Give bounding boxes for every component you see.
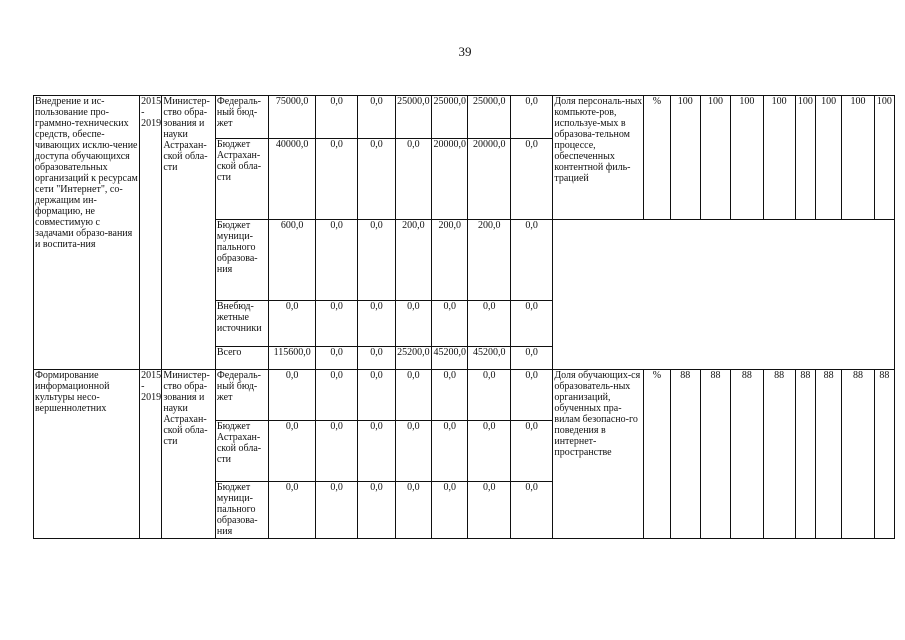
target-cell: 100 xyxy=(731,96,763,220)
value-cell: 40000,0 xyxy=(269,139,315,220)
value-cell: 0,0 xyxy=(269,482,315,539)
source-federal: Федераль-ный бюд-жет xyxy=(215,370,269,421)
value-cell: 0,0 xyxy=(269,301,315,347)
value-cell: 200,0 xyxy=(395,220,431,301)
value-cell: 0,0 xyxy=(358,421,395,482)
value-cell: 600,0 xyxy=(269,220,315,301)
value-cell: 0,0 xyxy=(432,482,468,539)
value-cell: 0,0 xyxy=(315,220,357,301)
target-cell: 88 xyxy=(731,370,763,539)
source-extrabudget: Внебюд-жетные источники xyxy=(215,301,269,347)
table-row xyxy=(34,96,895,139)
value-cell: 0,0 xyxy=(358,220,395,301)
value-cell: 0,0 xyxy=(358,96,395,139)
value-cell: 0,0 xyxy=(395,301,431,347)
value-cell: 25000,0 xyxy=(395,96,431,139)
value-cell: 0,0 xyxy=(269,370,315,421)
value-cell: 0,0 xyxy=(315,301,357,347)
value-cell: 0,0 xyxy=(315,139,357,220)
value-cell: 0,0 xyxy=(395,482,431,539)
years-cell xyxy=(140,370,162,539)
value-cell: 0,0 xyxy=(468,370,510,421)
value-cell: 0,0 xyxy=(358,482,395,539)
indicator-cell: Доля обучающих-ся образователь-ных организаций, обученных пра-вилам безопасно-го поведения в интернет-пространстве xyxy=(553,370,644,539)
value-cell: 0,0 xyxy=(315,421,357,482)
value-cell: 0,0 xyxy=(358,347,395,370)
value-cell: 0,0 xyxy=(510,220,552,301)
value-cell: 25000,0 xyxy=(468,96,510,139)
source-total: Всего xyxy=(215,347,269,370)
year-dash: - xyxy=(141,381,145,392)
source-regional: Бюджет Астрахан-ской обла-сти xyxy=(215,139,269,220)
value-cell: 45200,0 xyxy=(432,347,468,370)
value-cell: 0,0 xyxy=(510,482,552,539)
source-municipal: Бюджет муници-пального образова-ния xyxy=(215,482,269,539)
value-cell: 0,0 xyxy=(315,370,357,421)
value-cell: 0,0 xyxy=(358,370,395,421)
value-cell: 0,0 xyxy=(510,301,552,347)
value-cell: 0,0 xyxy=(510,96,552,139)
value-cell: 0,0 xyxy=(358,301,395,347)
target-cell: 88 xyxy=(763,370,795,539)
executor-cell: Министер-ство обра-зования и науки Астрахан-ской обла-сти xyxy=(162,96,216,370)
target-cell: 88 xyxy=(795,370,815,539)
value-cell: 25200,0 xyxy=(395,347,431,370)
target-cell: 100 xyxy=(874,96,894,220)
value-cell: 200,0 xyxy=(468,220,510,301)
measure-cell: Внедрение и ис-пользование про-граммно-технических средств, обеспе-чивающих исклю-чение доступа обучающихся образовательных организаций к ресурсам сети "Интернет", со-держащим ин-формацию, не совместимую с задачами образо-вания и воспита-ния xyxy=(34,96,140,370)
value-cell: 0,0 xyxy=(510,421,552,482)
value-cell: 0,0 xyxy=(468,301,510,347)
executor-cell: Министер-ство обра-зования и науки Астрахан-ской обла-сти xyxy=(162,370,216,539)
indicator-cell: Доля персональ-ных компьюте-ров, используе-мых в образова-тельном процессе, обеспеченных контентной филь-трацией xyxy=(553,96,644,220)
unit-cell: % xyxy=(644,370,670,539)
target-cell: 100 xyxy=(700,96,730,220)
source-federal: Федераль-ный бюд-жет xyxy=(215,96,269,139)
value-cell: 0,0 xyxy=(468,482,510,539)
value-cell: 0,0 xyxy=(395,370,431,421)
source-regional: Бюджет Астрахан-ской обла-сти xyxy=(215,421,269,482)
empty-area xyxy=(553,220,895,370)
value-cell: 0,0 xyxy=(432,301,468,347)
value-cell: 115600,0 xyxy=(269,347,315,370)
target-cell: 100 xyxy=(795,96,815,220)
value-cell: 0,0 xyxy=(510,139,552,220)
source-municipal: Бюджет муници-пального образова-ния xyxy=(215,220,269,301)
target-cell: 88 xyxy=(874,370,894,539)
value-cell: 0,0 xyxy=(468,421,510,482)
value-cell: 0,0 xyxy=(315,347,357,370)
value-cell: 0,0 xyxy=(315,482,357,539)
value-cell: 0,0 xyxy=(510,347,552,370)
value-cell: 0,0 xyxy=(269,421,315,482)
table-row xyxy=(34,370,895,421)
year-to: 2019 xyxy=(141,118,162,129)
value-cell: 200,0 xyxy=(432,220,468,301)
target-cell: 88 xyxy=(842,370,874,539)
years-cell xyxy=(140,96,162,370)
year-dash: - xyxy=(141,107,145,118)
target-cell: 100 xyxy=(842,96,874,220)
year-to: 2019 xyxy=(141,392,162,403)
target-cell: 100 xyxy=(670,96,700,220)
value-cell: 0,0 xyxy=(432,421,468,482)
measure-cell: Формирование информационной культуры несо-вершеннолетних xyxy=(34,370,140,539)
value-cell: 0,0 xyxy=(358,139,395,220)
target-cell: 100 xyxy=(763,96,795,220)
program-activities-table xyxy=(33,95,895,539)
year-from: 2015 xyxy=(141,370,162,381)
value-cell: 75000,0 xyxy=(269,96,315,139)
value-cell: 0,0 xyxy=(395,421,431,482)
value-cell: 20000,0 xyxy=(432,139,468,220)
target-cell: 88 xyxy=(816,370,842,539)
page-number: 39 xyxy=(458,44,472,59)
value-cell: 0,0 xyxy=(510,370,552,421)
value-cell: 0,0 xyxy=(315,96,357,139)
target-cell: 100 xyxy=(816,96,842,220)
target-cell: 88 xyxy=(700,370,730,539)
unit-cell: % xyxy=(644,96,670,220)
value-cell: 25000,0 xyxy=(432,96,468,139)
value-cell: 45200,0 xyxy=(468,347,510,370)
value-cell: 0,0 xyxy=(432,370,468,421)
year-from: 2015 xyxy=(141,96,162,107)
value-cell: 20000,0 xyxy=(468,139,510,220)
target-cell: 88 xyxy=(670,370,700,539)
value-cell: 0,0 xyxy=(395,139,431,220)
